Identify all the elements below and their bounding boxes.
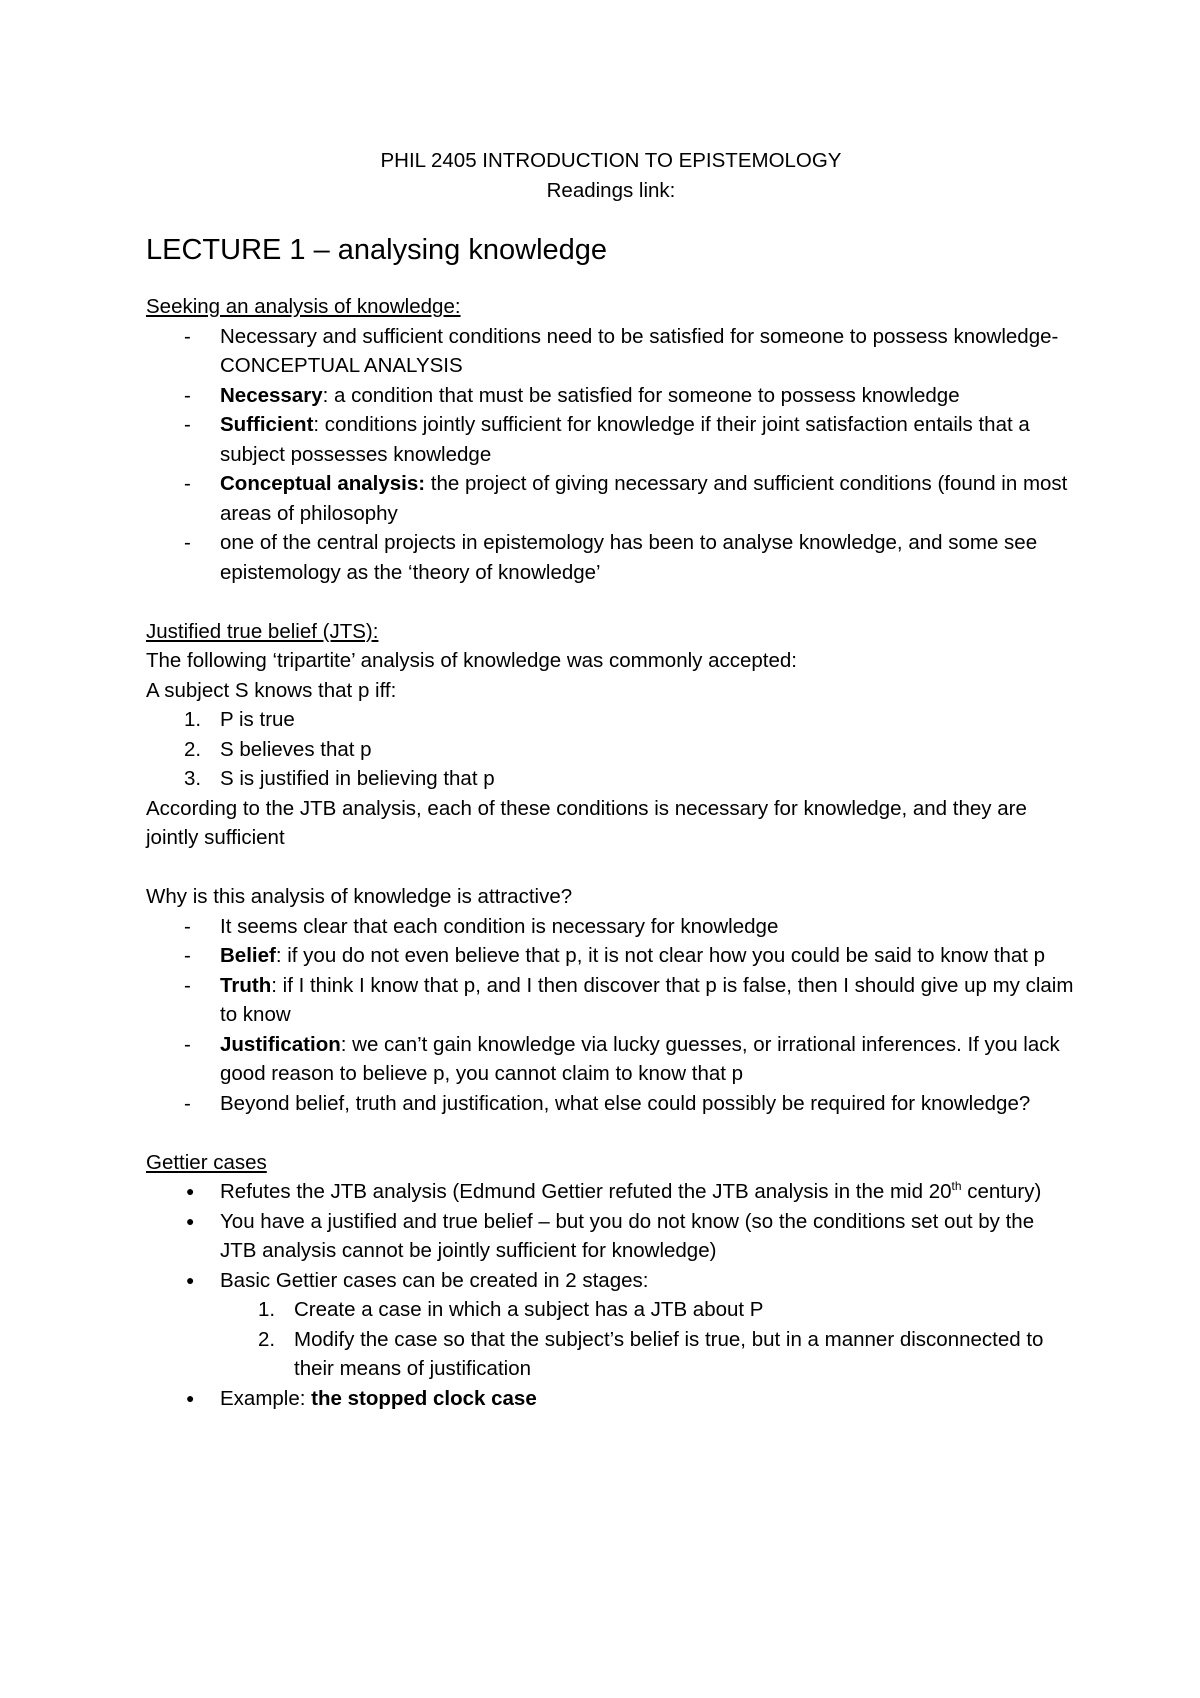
list-item: - Belief: if you do not even believe that p, it is not clear how you could be said to know that p	[146, 941, 1076, 971]
dash-list-attractive	[146, 912, 1076, 1119]
dash-marker: -	[184, 531, 191, 554]
bullet-marker: ●	[186, 1183, 195, 1199]
bullet-marker: ●	[186, 1389, 195, 1406]
jtb-conclusion: According to the JTB analysis, each of these conditions is necessary for knowledge, and they are jointly sufficient	[146, 796, 1027, 849]
section-heading-analysis: Seeking an analysis of knowledge:	[146, 295, 461, 318]
lecture-title: LECTURE 1 – analysing knowledge	[146, 234, 608, 266]
dash-marker: -	[184, 1091, 191, 1115]
list-item: - Conceptual analysis: the project of giving necessary and sufficient conditions (found in most areas of philosophy	[146, 469, 1076, 528]
section-heading-gettier: Gettier cases	[146, 1150, 267, 1174]
dash-marker: -	[184, 324, 191, 348]
list-item: 1. P is true	[184, 708, 295, 731]
list-item: - It seems clear that each condition is necessary for knowledge	[146, 912, 1076, 942]
dash-list-analysis	[146, 322, 1076, 588]
list-item: 1. Create a case in which a subject has a JTB about P	[258, 1298, 764, 1321]
dash-marker: -	[184, 1032, 191, 1056]
list-item: ● Refutes the JTB analysis (Edmund Gettier refuted the JTB analysis in the mid 20th century)	[146, 1177, 1076, 1207]
jtb-definition: A subject S knows that p iff:	[146, 678, 397, 702]
list-item: - one of the central projects in epistemology has been to analyse knowledge, and some see epistemology as the ‘theory of knowledge’	[146, 528, 1076, 587]
list-item: - Truth: if I think I know that p, and I then discover that p is false, then I should give up my claim to know	[146, 971, 1076, 1030]
list-item: - Necessary and sufficient conditions need to be satisfied for someone to possess knowledge- CONCEPTUAL ANALYSIS	[146, 322, 1076, 381]
dash-marker: -	[184, 413, 191, 436]
section-heading-jtb: Justified true belief (JTS):	[146, 619, 379, 643]
bullet-list-gettier-example	[146, 1384, 1076, 1414]
dash-marker: -	[184, 914, 191, 938]
document-body	[146, 146, 1076, 1413]
list-item: ● Basic Gettier cases can be created in 2 stages:	[146, 1266, 1076, 1296]
list-item: ● You have a justified and true belief – but you do not know (so the conditions set out by the JTB analysis cannot be jointly sufficient for knowledge)	[146, 1207, 1076, 1266]
spacer	[146, 1118, 1076, 1148]
bullet-list-gettier	[146, 1177, 1076, 1295]
dash-marker: -	[184, 944, 191, 967]
numbered-list-gettier-stages	[146, 1295, 1076, 1384]
list-item: - Necessary: a condition that must be satisfied for someone to possess knowledge	[146, 381, 1076, 411]
dash-marker: -	[184, 383, 191, 407]
spacer	[146, 853, 1076, 883]
dash-marker: -	[184, 973, 191, 997]
readings-link: Readings link:	[546, 179, 676, 202]
list-item: 2. S believes that p	[184, 737, 372, 761]
section-heading-attractive: Why is this analysis of knowledge is attractive?	[146, 885, 573, 908]
list-item: - Beyond belief, truth and justification, what else could possibly be required for knowledge?	[146, 1089, 1076, 1119]
dash-marker: -	[184, 472, 191, 495]
bullet-marker: ●	[186, 1212, 195, 1229]
bullet-marker: ●	[186, 1271, 195, 1288]
list-item: 3. S is justified in believing that p	[184, 767, 495, 790]
list-item: - Justification: we can’t gain knowledge via lucky guesses, or irrational inferences. If you lack good reason to believe p, you cannot claim to know that p	[146, 1030, 1076, 1089]
list-item: 2. Modify the case so that the subject’s belief is true, but in a manner disconnected to their means of justification	[258, 1327, 1044, 1380]
list-item: ● Example: the stopped clock case	[146, 1384, 1076, 1414]
spacer	[146, 587, 1076, 617]
numbered-list-conditions	[146, 705, 1076, 794]
jtb-intro: The following ‘tripartite’ analysis of knowledge was commonly accepted:	[146, 649, 797, 672]
course-title: PHIL 2405 INTRODUCTION TO EPISTEMOLOGY	[380, 149, 842, 172]
list-item: - Sufficient: conditions jointly sufficient for knowledge if their joint satisfaction entails that a subject possesses knowledge	[146, 410, 1076, 469]
